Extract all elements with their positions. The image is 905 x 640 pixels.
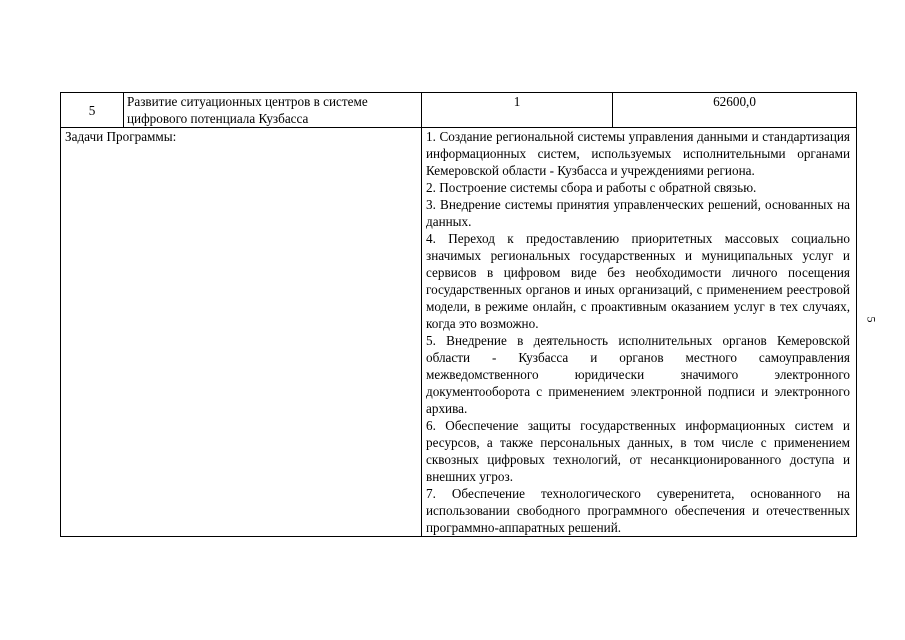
row-quantity-cell: 1 [422,93,613,128]
task-item: 1. Создание региональной системы управления данными и стандартизация информационных систем, используемых исполнительными органами Кемеровской области - Кузбасса и учреждениями региона. [426,129,850,178]
task-item: 4. Переход к предоставлению приоритетных массовых социально значимых региональных государственных и муниципальных услуг и сервисов в цифровом виде без необходимости личного посещения государственных органов и иных организаций, с применением реестровой модели, в режиме онлайн, с проактивным оказанием услуг в тех случаях, когда это возможно. [426,231,850,331]
task-item: 3. Внедрение системы принятия управленческих решений, основанных на данных. [426,197,850,229]
page-number: 5 [864,316,879,323]
task-item: 5. Внедрение в деятельность исполнительных органов Кемеровской области - Кузбасса и органов местного самоуправления межведомственного юридически значимого электронного документооборота с применением электронной подписи и электронного архива. [426,333,850,416]
tasks-row [61,128,857,537]
task-item: 7. Обеспечение технологического суверенитета, основанного на использовании свободного программного обеспечения и отечественных программно-аппаратных решений. [426,486,850,535]
tasks-label-cell: Задачи Программы: [61,128,422,537]
row-amount-cell: 62600,0 [613,93,857,128]
program-table [60,92,857,537]
task-item: 6. Обеспечение защиты государственных информационных систем и ресурсов, а также персональных данных, в том числе с применением сквозных цифровых технологий, от несанкционированного доступа и внешних угроз. [426,418,850,484]
task-item: 2. Построение системы сбора и работы с обратной связью. [426,180,757,195]
table-row [61,93,857,128]
row-name-cell: Развитие ситуационных центров в системе цифрового потенциала Кузбасса [124,93,422,128]
row-number-cell: 5 [61,93,124,128]
tasks-list-cell [422,128,857,537]
